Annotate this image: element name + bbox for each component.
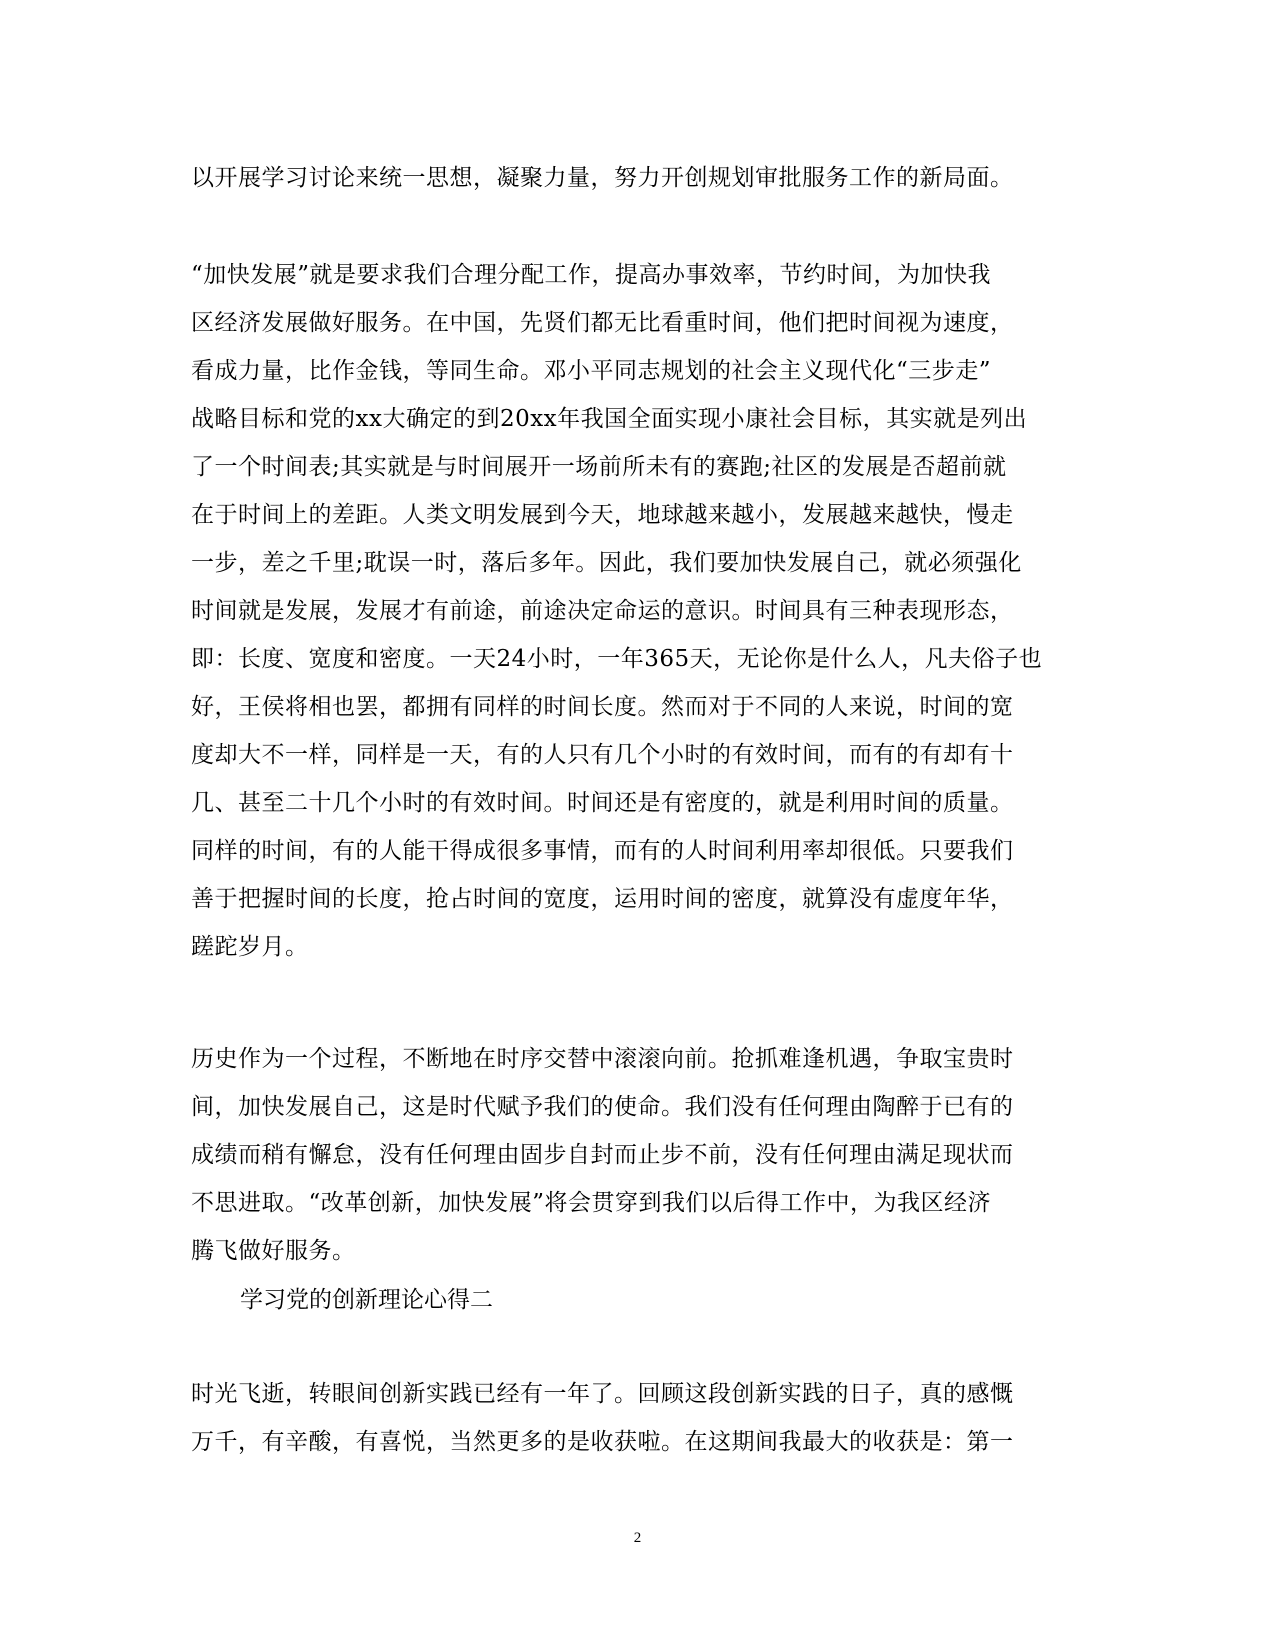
text-line: “加快发展”就是要求我们合理分配工作，提高办事效率，节约时间，为加快我 [191,262,992,288]
text-line: 善于把握时间的长度，抢占时间的宽度，运用时间的密度，就算没有虚度年华， [191,886,1014,912]
text-line: 在于时间上的差距。人类文明发展到今天，地球越来越小，发展越来越快，慢走 [191,502,1014,528]
text-line: 度却大不一样，同样是一天，有的人只有几个小时的有效时间，而有的有却有十 [191,742,1014,768]
text-line: 万千，有辛酸，有喜悦，当然更多的是收获啦。在这期间我最大的收获是：第一 [191,1429,1014,1455]
text-line: 即：长度、宽度和密度。一天24小时，一年365天，无论你是什么人，凡夫俗子也 [191,646,1043,672]
text-line: 不思进取。“改革创新，加快发展”将会贯穿到我们以后得工作中，为我区经济 [191,1190,992,1216]
paragraph-1 [191,154,1091,202]
text-line: 时间就是发展，发展才有前途，前途决定命运的意识。时间具有三种表现形态， [191,598,1014,624]
text-line: 以开展学习讨论来统一思想，凝聚力量，努力开创规划审批服务工作的新局面。 [191,165,1014,191]
text-line: 时光飞逝，转眼间创新实践已经有一年了。回顾这段创新实践的日子，真的感慨 [191,1381,1014,1407]
text-line: 成绩而稍有懈怠，没有任何理由固步自封而止步不前，没有任何理由满足现状而 [191,1142,1014,1168]
paragraph-4 [191,1370,1091,1466]
text-line: 同样的时间，有的人能干得成很多事情，而有的人时间利用率却很低。只要我们 [191,838,1014,864]
text-line: 了一个时间表;其实就是与时间展开一场前所未有的赛跑;社区的发展是否超前就 [191,454,1007,480]
text-line: 间，加快发展自己，这是时代赋予我们的使命。我们没有任何理由陶醉于已有的 [191,1094,1014,1120]
text-line: 看成力量，比作金钱，等同生命。邓小平同志规划的社会主义现代化“三步走” [191,358,992,384]
text-line: 好，王侯将相也罢，都拥有同样的时间长度。然而对于不同的人来说，时间的宽 [191,694,1014,720]
text-line: 历史作为一个过程，不断地在时序交替中滚滚向前。抢抓难逢机遇，争取宝贵时 [191,1046,1014,1072]
paragraph-2 [191,251,1091,971]
text-line: 腾飞做好服务。 [191,1238,356,1264]
section-heading: 学习党的创新理论心得二 [240,1287,493,1313]
text-line: 战略目标和党的xx大确定的到20xx年我国全面实现小康社会目标，其实就是列出 [191,406,1028,432]
text-line: 蹉跎岁月。 [191,934,309,960]
text-line: 几、甚至二十几个小时的有效时间。时间还是有密度的，就是利用时间的质量。 [191,790,1014,816]
text-line: 区经济发展做好服务。在中国，先贤们都无比看重时间，他们把时间视为速度， [191,310,1014,336]
paragraph-3 [191,1035,1091,1275]
page-number: 2 [633,1530,642,1546]
text-line: 一步，差之千里;耽误一时，落后多年。因此，我们要加快发展自己，就必须强化 [191,550,1022,576]
